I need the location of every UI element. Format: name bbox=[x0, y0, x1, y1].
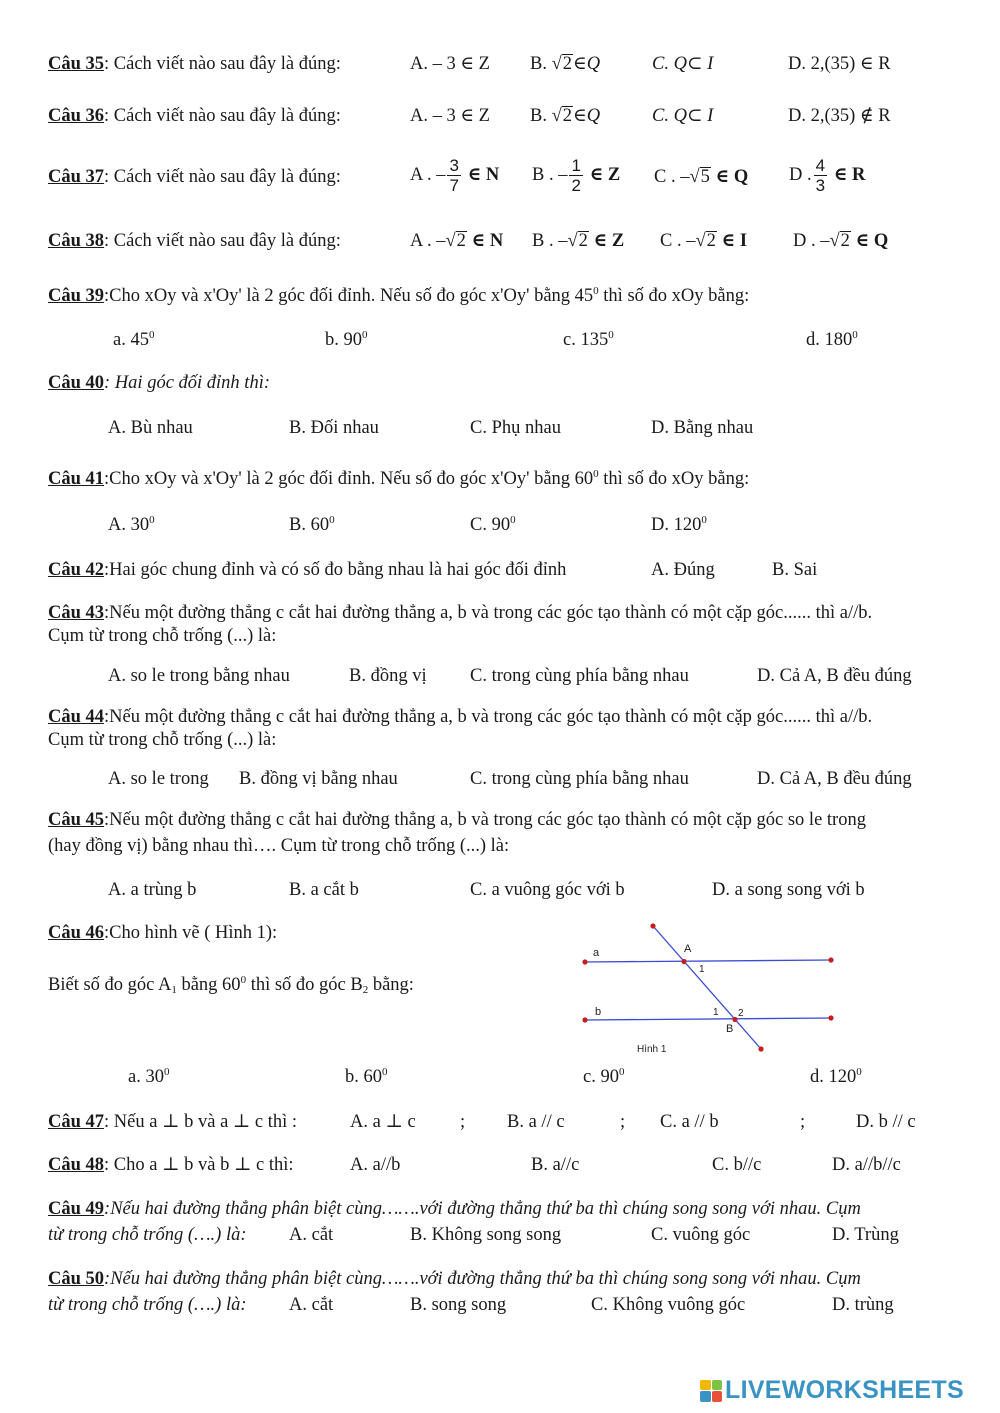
degree-sup: 0 bbox=[329, 514, 335, 526]
label-angle-a1: 1 bbox=[699, 964, 705, 975]
option-c[interactable] bbox=[654, 165, 748, 189]
option-c[interactable] bbox=[583, 1065, 624, 1089]
option-d[interactable]: D. 2,(35) ∉ R bbox=[788, 106, 891, 126]
option-d[interactable]: D. b // c bbox=[856, 1112, 916, 1132]
radicand: 2 bbox=[840, 231, 850, 251]
option-b[interactable]: B. a // c bbox=[507, 1112, 565, 1132]
degree-sup: 0 bbox=[593, 285, 599, 297]
transversal-line bbox=[653, 926, 761, 1049]
option-c[interactable]: C. Q⊂ I bbox=[652, 106, 714, 126]
radicand: 2 bbox=[578, 231, 588, 251]
endpoint-dot bbox=[650, 923, 655, 928]
option-suffix: ∈ N bbox=[467, 165, 500, 185]
option-a[interactable]: A. so le trong bằng nhau bbox=[108, 666, 290, 686]
option-suffix: ∈ Z bbox=[593, 231, 625, 251]
option-text: b. 90 bbox=[325, 330, 362, 350]
question-stem: : Cách viết nào sau đây là đúng: bbox=[104, 106, 341, 126]
label-point-b: B bbox=[726, 1023, 734, 1035]
option-a[interactable] bbox=[108, 513, 155, 537]
option-d[interactable] bbox=[651, 513, 707, 537]
numerator: 1 bbox=[571, 156, 581, 176]
sqrt-expression: √2 bbox=[829, 231, 850, 251]
degree-sup: 0 bbox=[608, 329, 614, 341]
label-angle-b1: 1 bbox=[713, 1007, 719, 1018]
question-stem: :Nếu một đường thẳng c cắt hai đường thẳng a, b và trong các góc tạo thành có một cặp góc so le trong bbox=[104, 810, 866, 830]
question-label: Câu 37 bbox=[48, 167, 105, 187]
numerator: 4 bbox=[815, 156, 826, 176]
option-a[interactable] bbox=[128, 1065, 169, 1089]
option-b[interactable]: B. đồng vị bằng nhau bbox=[239, 769, 398, 789]
option-b[interactable]: B. Không song song bbox=[410, 1225, 562, 1245]
option-a[interactable]: A. Bù nhau bbox=[108, 418, 193, 438]
sqrt-expression: √2 bbox=[551, 106, 572, 126]
question-stem: :Nếu một đường thẳng c cắt hai đường thẳng a, b và trong các góc tạo thành có một cặp góc...... thì a//b. bbox=[104, 603, 873, 623]
option-d[interactable]: D. Trùng bbox=[832, 1225, 899, 1245]
angle-subscript: 1 bbox=[171, 984, 177, 996]
option-text: D. 120 bbox=[651, 515, 702, 535]
option-b[interactable] bbox=[532, 150, 620, 200]
question-stem: :Hai góc chung đỉnh và có số đo bằng nhau là hai góc đối đỉnh bbox=[104, 560, 567, 580]
option-text: C. 90 bbox=[470, 515, 511, 535]
question-stem-line2: (hay đồng vị) bằng nhau thì…. Cụm từ trong chỗ trống (...) là: bbox=[48, 836, 510, 856]
stem-part: thì số đo góc B bbox=[246, 975, 363, 995]
question-label: Câu 50 bbox=[48, 1269, 105, 1289]
option-a[interactable]: A. a//b bbox=[350, 1155, 401, 1175]
option-text: B. 60 bbox=[289, 515, 330, 535]
question-label: Câu 48 bbox=[48, 1155, 105, 1175]
question-stem-line2: Cụm từ trong chỗ trống (...) là: bbox=[48, 626, 277, 646]
option-prefix: B. bbox=[530, 54, 547, 74]
separator: ; bbox=[620, 1112, 626, 1132]
question-50 bbox=[48, 1267, 861, 1291]
question-36 bbox=[48, 104, 341, 128]
fraction bbox=[447, 156, 460, 195]
question-stem-line2: từ trong chỗ trống (….) là: bbox=[48, 1295, 247, 1315]
option-text: A. 30 bbox=[108, 515, 150, 535]
option-a[interactable]: A. cắt bbox=[289, 1225, 334, 1245]
stem-part: Biết số đo góc A bbox=[48, 975, 172, 995]
separator: ; bbox=[800, 1112, 806, 1132]
option-c[interactable]: C. b//c bbox=[712, 1155, 762, 1175]
question-stem-end: thì số đo xOy bằng: bbox=[598, 469, 750, 489]
denominator: 2 bbox=[571, 176, 581, 196]
question-label: Câu 36 bbox=[48, 106, 105, 126]
option-c[interactable]: C. Q⊂ I bbox=[652, 54, 714, 74]
degree-sup: 0 bbox=[362, 329, 368, 341]
endpoint-dot bbox=[758, 1046, 763, 1051]
fraction bbox=[814, 156, 827, 195]
question-label: Câu 39 bbox=[48, 286, 105, 306]
sqrt-expression: √5 bbox=[689, 167, 710, 187]
option-a[interactable]: A. a ⊥ c bbox=[350, 1112, 416, 1132]
question-stem-line2: Cụm từ trong chỗ trống (...) là: bbox=[48, 730, 277, 750]
option-suffix: ∈Q bbox=[573, 106, 601, 126]
question-46 bbox=[48, 921, 277, 945]
option-suffix: ∈Q bbox=[573, 54, 601, 74]
option-d[interactable]: D. trùng bbox=[832, 1295, 894, 1315]
question-37 bbox=[48, 165, 341, 189]
sqrt-expression: √2 bbox=[551, 54, 572, 74]
option-b[interactable]: B. Sai bbox=[772, 560, 818, 580]
question-stem: :Nếu một đường thẳng c cắt hai đường thẳng a, b và trong các góc tạo thành có một cặp góc...... thì a//b. bbox=[104, 707, 873, 727]
degree-sup: 0 bbox=[382, 1066, 388, 1078]
line-b bbox=[585, 1018, 831, 1020]
option-c[interactable] bbox=[660, 229, 747, 253]
question-49 bbox=[48, 1197, 861, 1221]
degree-sup: 0 bbox=[148, 329, 155, 341]
degree-sup: 0 bbox=[149, 514, 155, 526]
option-a[interactable]: A. so le trong bbox=[108, 769, 209, 789]
option-a[interactable] bbox=[113, 328, 154, 352]
figure-hinh-1 bbox=[575, 918, 845, 1058]
question-stem-line2: từ trong chỗ trống (….) là: bbox=[48, 1225, 247, 1245]
option-d[interactable]: D. Cả A, B đều đúng bbox=[757, 769, 912, 789]
option-text: b. 60 bbox=[345, 1067, 382, 1087]
option-c[interactable]: C. vuông góc bbox=[651, 1225, 751, 1245]
question-stem-end: thì số đo xOy bằng: bbox=[598, 286, 750, 306]
option-text: a. 30 bbox=[128, 1067, 164, 1087]
question-label: Câu 47 bbox=[48, 1112, 105, 1132]
question-40 bbox=[48, 371, 270, 395]
label-line-b: b bbox=[595, 1006, 602, 1018]
question-42 bbox=[48, 558, 566, 582]
degree-sup: 0 bbox=[701, 514, 707, 526]
question-label: Câu 46 bbox=[48, 923, 105, 943]
option-suffix: ∈ Z bbox=[589, 165, 621, 185]
option-suffix: ∈ R bbox=[833, 165, 866, 185]
degree-sup: 0 bbox=[510, 514, 516, 526]
option-text: d. 180 bbox=[806, 330, 853, 350]
option-c[interactable]: C. a vuông góc với b bbox=[470, 880, 625, 900]
option-b[interactable] bbox=[530, 52, 600, 76]
option-a[interactable] bbox=[410, 150, 499, 200]
question-45 bbox=[48, 808, 866, 832]
degree-sup: 0 bbox=[852, 329, 858, 341]
degree-sup: 0 bbox=[856, 1066, 862, 1078]
option-prefix: D . – bbox=[793, 231, 830, 251]
option-b[interactable] bbox=[530, 104, 600, 128]
option-suffix: ∈ Q bbox=[715, 167, 749, 187]
option-text: c. 90 bbox=[583, 1067, 619, 1087]
question-43 bbox=[48, 601, 872, 625]
option-b[interactable] bbox=[325, 328, 368, 352]
question-stem: : Hai góc đối đỉnh thì: bbox=[104, 373, 270, 393]
question-41 bbox=[48, 467, 749, 491]
radicand: 2 bbox=[562, 106, 572, 126]
question-stem: :Cho hình vẽ ( Hình 1): bbox=[104, 923, 278, 943]
option-c[interactable]: C. Không vuông góc bbox=[591, 1295, 746, 1315]
angle-subscript: 2 bbox=[362, 984, 369, 996]
question-label: Câu 42 bbox=[48, 560, 105, 580]
option-d[interactable] bbox=[810, 1065, 862, 1089]
radicand: 2 bbox=[456, 231, 466, 251]
option-c[interactable]: C. Phụ nhau bbox=[470, 418, 561, 438]
option-prefix: C . – bbox=[654, 167, 690, 187]
option-d[interactable] bbox=[806, 328, 858, 352]
endpoint-dot bbox=[582, 1017, 587, 1022]
figure-caption: Hình 1 bbox=[637, 1044, 667, 1055]
question-label: Câu 41 bbox=[48, 469, 105, 489]
watermark-text: LIVEWORKSHEETS bbox=[725, 1376, 964, 1404]
option-b[interactable]: B. a cắt b bbox=[289, 880, 359, 900]
option-d[interactable]: D. a song song với b bbox=[712, 880, 865, 900]
radicand: 5 bbox=[700, 167, 710, 187]
question-stem: : Cách viết nào sau đây là đúng: bbox=[104, 167, 341, 187]
option-b[interactable] bbox=[345, 1065, 388, 1089]
stem-part: bằng 60 bbox=[176, 975, 241, 995]
option-prefix: A . – bbox=[410, 165, 446, 185]
question-48 bbox=[48, 1153, 294, 1177]
option-a[interactable]: A. – 3 ∈ Z bbox=[410, 54, 490, 74]
question-stem: : Cách viết nào sau đây là đúng: bbox=[104, 231, 341, 251]
question-stem: : Cho a ⊥ b và b ⊥ c thì: bbox=[104, 1155, 294, 1175]
denominator: 7 bbox=[449, 176, 459, 196]
radicand: 2 bbox=[706, 231, 716, 251]
option-prefix: A . – bbox=[410, 231, 446, 251]
label-line-a: a bbox=[593, 947, 600, 959]
question-stem: : Nếu a ⊥ b và a ⊥ c thì : bbox=[104, 1112, 298, 1132]
option-d[interactable] bbox=[789, 150, 865, 200]
option-text: d. 120 bbox=[810, 1067, 857, 1087]
question-stem: :Cho xOy và x'Oy' là 2 góc đối đỉnh. Nếu số đo góc x'Oy' bằng 60 bbox=[104, 469, 594, 489]
option-b[interactable] bbox=[289, 513, 335, 537]
option-b[interactable] bbox=[532, 229, 624, 253]
endpoint-dot bbox=[828, 957, 833, 962]
separator: ; bbox=[460, 1112, 466, 1132]
sqrt-expression: √2 bbox=[567, 231, 588, 251]
degree-sup: 0 bbox=[240, 974, 247, 986]
question-label: Câu 40 bbox=[48, 373, 105, 393]
liveworksheets-watermark bbox=[700, 1376, 964, 1405]
liveworksheets-logo-icon bbox=[700, 1380, 722, 1402]
option-b[interactable]: B. a//c bbox=[531, 1155, 580, 1175]
question-label: Câu 45 bbox=[48, 810, 105, 830]
degree-sup: 0 bbox=[163, 1066, 170, 1078]
label-angle-b2: 2 bbox=[738, 1008, 744, 1019]
degree-sup: 0 bbox=[618, 1066, 625, 1078]
option-c[interactable]: C. a // b bbox=[660, 1112, 719, 1132]
option-a[interactable]: A. cắt bbox=[289, 1295, 334, 1315]
option-d[interactable]: D. a//b//c bbox=[832, 1155, 901, 1175]
question-label: Câu 44 bbox=[48, 707, 105, 727]
label-point-a: A bbox=[684, 943, 692, 955]
option-suffix: ∈ I bbox=[721, 231, 748, 251]
question-stem: :Nếu hai đường thẳng phân biệt cùng…….với đường thẳng thứ ba thì chúng song song với nhau. Cụm bbox=[104, 1269, 861, 1289]
radicand: 2 bbox=[562, 54, 572, 74]
question-stem: :Nếu hai đường thẳng phân biệt cùng…….với đường thẳng thứ ba thì chúng song song với nhau. Cụm bbox=[104, 1199, 861, 1219]
question-label: Câu 38 bbox=[48, 231, 105, 251]
question-38 bbox=[48, 229, 341, 253]
option-b[interactable]: B. song song bbox=[410, 1295, 507, 1315]
option-a[interactable]: A. – 3 ∈ Z bbox=[410, 106, 490, 126]
question-35 bbox=[48, 52, 341, 76]
denominator: 3 bbox=[815, 176, 826, 196]
option-prefix: D . bbox=[789, 165, 812, 185]
question-stem: : Cách viết nào sau đây là đúng: bbox=[104, 54, 341, 74]
option-d[interactable]: D. 2,(35) ∈ R bbox=[788, 54, 891, 74]
stem-part: bằng: bbox=[368, 975, 414, 995]
option-c[interactable]: C. trong cùng phía bằng nhau bbox=[470, 666, 689, 686]
point-b-dot bbox=[732, 1017, 737, 1022]
option-a[interactable] bbox=[410, 229, 503, 253]
question-44 bbox=[48, 705, 872, 729]
numerator: 3 bbox=[449, 156, 459, 176]
endpoint-dot bbox=[828, 1015, 833, 1020]
option-text: c. 135 bbox=[563, 330, 609, 350]
fraction bbox=[569, 156, 582, 195]
option-b[interactable]: B. đồng vị bbox=[349, 666, 427, 686]
option-a[interactable]: A. a trùng b bbox=[108, 880, 197, 900]
option-text: a. 45 bbox=[113, 330, 149, 350]
option-a[interactable]: A. Đúng bbox=[651, 560, 715, 580]
question-47 bbox=[48, 1110, 297, 1134]
option-d[interactable]: D. Cả A, B đều đúng bbox=[757, 666, 912, 686]
question-stem: :Cho xOy và x'Oy' là 2 góc đối đỉnh. Nếu số đo góc x'Oy' bằng 45 bbox=[104, 286, 594, 306]
degree-sup: 0 bbox=[593, 468, 599, 480]
option-d[interactable]: D. Bằng nhau bbox=[651, 418, 754, 438]
option-c[interactable] bbox=[470, 513, 516, 537]
line-a bbox=[585, 960, 831, 962]
sqrt-expression: √2 bbox=[695, 231, 716, 251]
option-c[interactable]: C. trong cùng phía bằng nhau bbox=[470, 769, 689, 789]
question-label: Câu 35 bbox=[48, 54, 105, 74]
option-suffix: ∈ Q bbox=[855, 231, 889, 251]
question-39 bbox=[48, 284, 749, 308]
endpoint-dot bbox=[582, 959, 587, 964]
option-d[interactable] bbox=[793, 229, 888, 253]
option-c[interactable] bbox=[563, 328, 614, 352]
sqrt-expression: √2 bbox=[445, 231, 466, 251]
option-prefix: B . – bbox=[532, 231, 568, 251]
question-label: Câu 49 bbox=[48, 1199, 105, 1219]
point-a-dot bbox=[681, 959, 686, 964]
question-label: Câu 43 bbox=[48, 603, 105, 623]
option-prefix: B. bbox=[530, 106, 547, 126]
option-prefix: C . – bbox=[660, 231, 696, 251]
option-suffix: ∈ N bbox=[471, 231, 504, 251]
option-prefix: B . – bbox=[532, 165, 568, 185]
question-stem-line2 bbox=[48, 973, 414, 997]
option-b[interactable]: B. Đối nhau bbox=[289, 418, 379, 438]
